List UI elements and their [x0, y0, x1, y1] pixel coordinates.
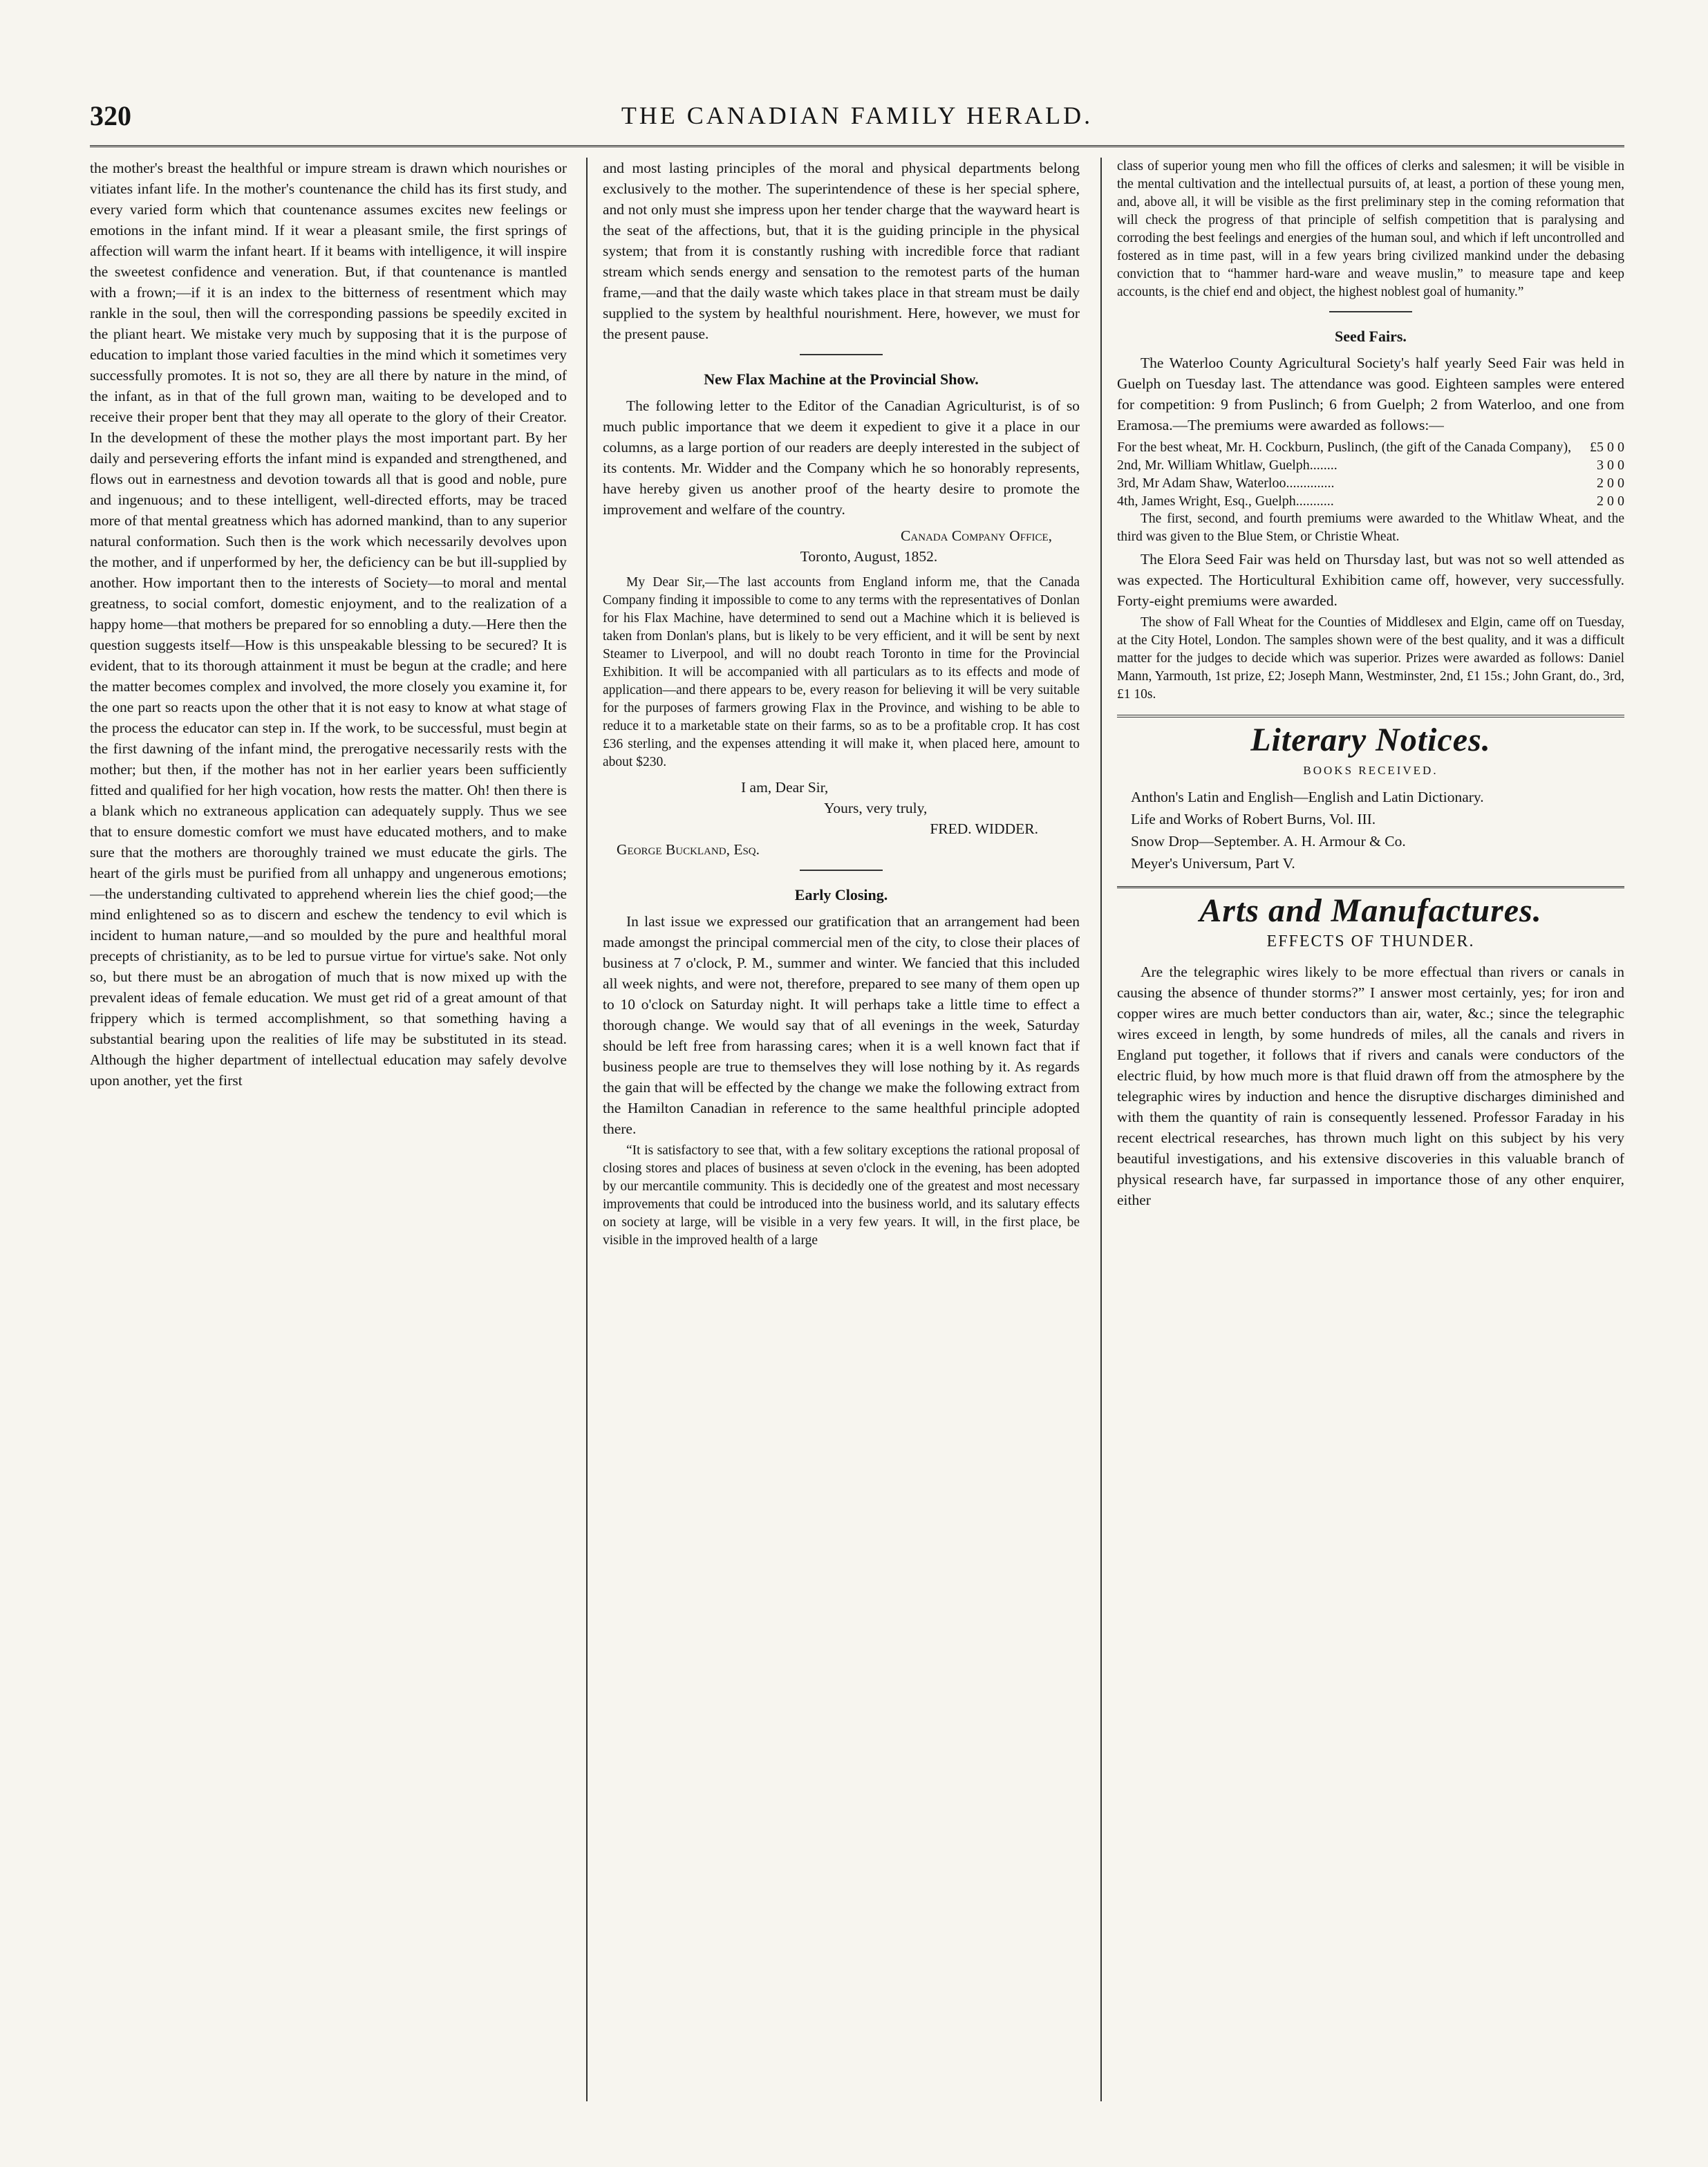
letter-signer: FRED. WIDDER.: [930, 820, 1038, 837]
article-text: The show of Fall Wheat for the Counties of Middlesex and Elgin, came off on Tuesday, at the City Hotel, London. The samples shown were of the best quality, and it was a difficult matter for the judges to decide which was superior. Prizes were awarded as follows: Daniel Mann, Yarmouth, 1st prize, £2; Joseph Mann, Westminster, 2nd, £1 15s.; John Grant, do., 3rd, £1 10s.: [1117, 615, 1624, 702]
prize-row: 4th, James Wright, Esq., Guelph........... 2 0 0: [1117, 494, 1624, 509]
article-text: the mother's breast the healthful or impure stream is drawn which nourishes or vitiates infant life. In the mother's countenance the child has its first study, and every varied form which that countenance assumes excites new feelings or emotions in the infant mind. If it wear a pleasant smile, the first springs of affection will warm the infant heart. If it beams with intelligence, it will inspire the sweetest confidence and veneration. But, if that countenance is mantled with a frown;—if it is an index to the bitterness of resentment which may rankle in the soul, then will the corresponding passions be speedily excited in the pliant heart. We mistake very much by supposing that it is the purpose of education to implant those varied faculties in the mind which it sometimes very successfully promotes. It is not so, they are all there by nature in the mind, of the infant, as in that of the full grown man, waiting to be developed and to receive their proper bent that they may all operate to the glory of their Creator. In the development of these the mother plays the most important part. By her daily and persevering efforts the infant mind is expanded and strengthened, and flows out in earnestness and devotion towards all that is good and noble, pure and ingenuous; and to these intelligent, well-directed efforts, may be traced more of that mental greatness which has adorned mankind, than to any superior natural conformation. Such then is the work which necessarily devolves upon the mother, and if unperformed by her, the deficiency can be but ill-supplied by another. How important then to the interests of Society—to moral and mental greatness, to social comfort, domestic enjoyment, and to the realization of a happy home—that mothers be prepared for so ennobling a duty.—Here then the question suggests itself—How is this unspeakable blessing to be secured? It is evident, that to its thorough attainment it must be begun at the cradle; and here the matter becomes complex and involved, the more closely you examine it, for the one part so reacts upon the other that it is not easy to know at what stage of the process the educator can step in. If the work, to be successful, must begin at the first dawning of the infant mind, the prerogative necessarily rests with the mother; but then, if the mother has not in her earlier years been sufficiently fitted and qualified for her high vocation, how rests the matter. Oh! then there is a blank which no extraneous application can adequately supply. Thus we see that to ensure domestic comfort we must have educated mothers, and to make sure that the mothers are thoroughly trained we must educate the girls. The heart of the girls must be purified from all unhappy and ungenerous emotions;—the understanding cultivated to apprehend wherein lies the chief good;—the mind enlightened so as to discern and eschew the tendency to evil which is incident to human nature,—and so moulded by the pure and healthful moral precepts of christianity, as to be led to pursue virtue for virtue's sake. Not only so, but there must be an abrogation of much that is now mixed up with the prevalent ideas of female education. We must get rid of a great amount of that frippery which is termed accomplishment, so that something having a substantial bearing upon the realities of life may be substituted in its stead. Although the higher department of intellectual education may safely devolve upon another, yet the first: [90, 160, 567, 1089]
column-rule: [586, 158, 588, 2101]
column-1: [90, 158, 567, 2101]
article-text: The following letter to the Editor of the Canadian Agriculturist, is of so much public importance that we deem it expedient to give it a place in our columns, as a large portion of our readers are deeply interested in the subject of its contents. Mr. Widder and the Company which he so honorably represents, have hereby given us another proof of the hearty desire to promote the improvement and welfare of the country.: [603, 397, 1080, 518]
quoted-extract: “It is satisfactory to see that, with a few solitary exceptions the rational proposal of closing stores and places of business at seven o'clock in the evening, has been adopted by our mercantile community. This is decidedly one of the greatest and most necessary improvements that could be introduced into the business world, and its salutary effects on society at large, will be visible in a very few years. It will, in the first place, be visible in the improved health of a large: [603, 1143, 1080, 1248]
article-text: class of superior young men who fill the offices of clerks and salesmen; it will be visible in the mental cultivation and the intellectual pursuits of, at least, a portion of these young men, and, above all, it will be visible as the first preliminary step in the coming reformation that will check the progress of that principle of selfish competition that is paralysing and corroding the best feelings and energies of the human soul, and which if left uncontrolled and fostered as in time past, will in a few years bring civilized mankind under the debasing conviction that to “hammer hard-ware and weave muslin,” to measure tape and keep accounts, is the chief end and object, the highest noblest goal of humanity.”: [1117, 159, 1624, 299]
section-heading-flax: New Flax Machine at the Provincial Show.: [704, 370, 979, 388]
section-heading-arts-manufactures: Arts and Manufactures.: [1199, 892, 1542, 929]
newspaper-page: [90, 97, 1624, 2101]
article-text: The Waterloo County Agricultural Society's half yearly Seed Fair was held in Guelph on Tuesday last. The attendance was good. Eighteen samples were entered for competition: 9 from Puslinch; 6 from Guelph; 2 from Waterloo, and one from Eramosa.—The premiums were awarded as follows:—: [1117, 355, 1624, 433]
letter-addressee: George Buckland, Esq.: [617, 841, 760, 858]
book-item: Anthon's Latin and English—English and Latin Dictionary.: [1131, 789, 1484, 805]
section-heading-literary-notices: Literary Notices.: [1250, 722, 1491, 758]
prize-list: [1117, 438, 1624, 510]
article-text: The Elora Seed Fair was held on Thursday last, but was not so well attended as was expected. The Horticultural Exhibition came off, however, very successfully. Forty-eight premiums were awarded.: [1117, 551, 1624, 609]
section-divider: [1329, 311, 1412, 312]
column-3: [1117, 158, 1624, 2101]
column-rule: [1100, 158, 1102, 2101]
section-heading-seed-fairs: Seed Fairs.: [1335, 328, 1407, 345]
letter-body: My Dear Sir,—The last accounts from England inform me, that the Canada Company finding it impossible to come to any terms with the representatives of Donlan for his Flax Machine, have determined to send out a Machine which it is believed is taken from Donlan's plans, but is likely to be very efficient, and it will be sent by next Steamer to Liverpool, and will no doubt reach Toronto in time for the Provincial Exhibition. It will be accompanied with all particulars as to its effects and mode of application—and there appears to be, every reason for believing it will be very suitable for the purposes of farmers growing Flax in the Province, and wishing to be able to reduce it to a marketable state on their farms, so as to be a profitable crop. It has cost £36 sterling, and the expenses attending it will make it, when placed here, amount to about $230.: [603, 575, 1080, 769]
section-divider: [1117, 886, 1624, 888]
book-item: Snow Drop—September. A. H. Armour & Co.: [1131, 833, 1406, 850]
section-divider: [1117, 715, 1624, 717]
book-item: Meyer's Universum, Part V.: [1131, 855, 1295, 872]
page-number: 320: [90, 100, 131, 131]
book-item: Life and Works of Robert Burns, Vol. III.: [1131, 811, 1376, 827]
page-header: [90, 97, 1624, 147]
article-text: Are the telegraphic wires likely to be more effectual than rivers or canals in causing the absence of thunder storms?” I answer most certainly, yes; for iron and copper wires are much better conductors than air, water, &c.; since the telegraphic wires exceed in length, by some hundreds of miles, all the canals and rivers in England put together, it follows that if rivers and canals were conductors of the electric fluid, by how much more is that fluid drawn off from the atmosphere by the telegraphic wires by induction and hence the disruptive discharges diminished and with them the quantity of rain is consequently lessened. Professor Faraday in his recent electrical researches, has thrown much light on this subject by his very beautiful investigations, and his extensive discoveries in this valuable branch of physical research have, far surpassed in importance those of any other enquirer, either: [1117, 964, 1624, 1208]
letter-closing: Yours, very truly,: [824, 800, 928, 816]
books-received-heading: BOOKS RECEIVED.: [1303, 764, 1438, 777]
prize-row: 3rd, Mr Adam Shaw, Waterloo.............. 2 0 0: [1117, 476, 1624, 491]
article-text: In last issue we expressed our gratification that an arrangement had been made amongst the principal commercial men of the city, to close their places of business at 7 o'clock, P. M., summer and winter. We fancied that this included all week nights, and were not, therefore, prepared to see many of them open up to 10 o'clock on Saturday night. It will perhaps take a little time to effect a thorough change. We would say that of all evenings in the week, Saturday should be left free from harassing cares; when it is a well known fact that if business people are true to themselves they will lose nothing by it. As regards the gain that will be effected by the change we make the following extract from the Hamilton Canadian in reference to the same healthful principle adopted there.: [603, 913, 1080, 1137]
article-text: The first, second, and fourth premiums were awarded to the Whitlaw Wheat, and the third was given to the Blue Stem, or Christie Wheat.: [1117, 512, 1624, 544]
running-title: THE CANADIAN FAMILY HERALD.: [621, 102, 1094, 129]
section-heading-early-closing: Early Closing.: [794, 886, 888, 903]
columns: [90, 158, 1624, 2101]
letter-date: Toronto, August, 1852.: [800, 548, 938, 565]
section-divider: [800, 870, 883, 871]
column-2: [603, 158, 1080, 2101]
section-divider: [800, 354, 883, 355]
prize-row: For the best wheat, Mr. H. Cockburn, Puslinch, (the gift of the Canada Company), £5 0 0: [1117, 440, 1624, 455]
article-text: and most lasting principles of the moral and physical departments belong exclusively to the mother. The superintendence of these is her special sphere, and not only must she impress upon her tender charge that the wayward heart is the seat of the affections, but, that it is the guiding principle in the physical system; that from it is constantly rushing with incredible force that radiant stream which sends energy and sensation to the remotest parts of the human frame,—and that the daily waste which takes place in that stream must be daily supplied to the system by healthful nourishment. Here, however, we must for the present pause.: [603, 160, 1080, 342]
letter-closing: I am, Dear Sir,: [741, 779, 829, 796]
letter-office: Canada Company Office,: [901, 527, 1052, 544]
article-heading-thunder: EFFECTS OF THUNDER.: [1266, 932, 1475, 950]
prize-row: 2nd, Mr. William Whitlaw, Guelph........ 3 0 0: [1117, 458, 1624, 473]
